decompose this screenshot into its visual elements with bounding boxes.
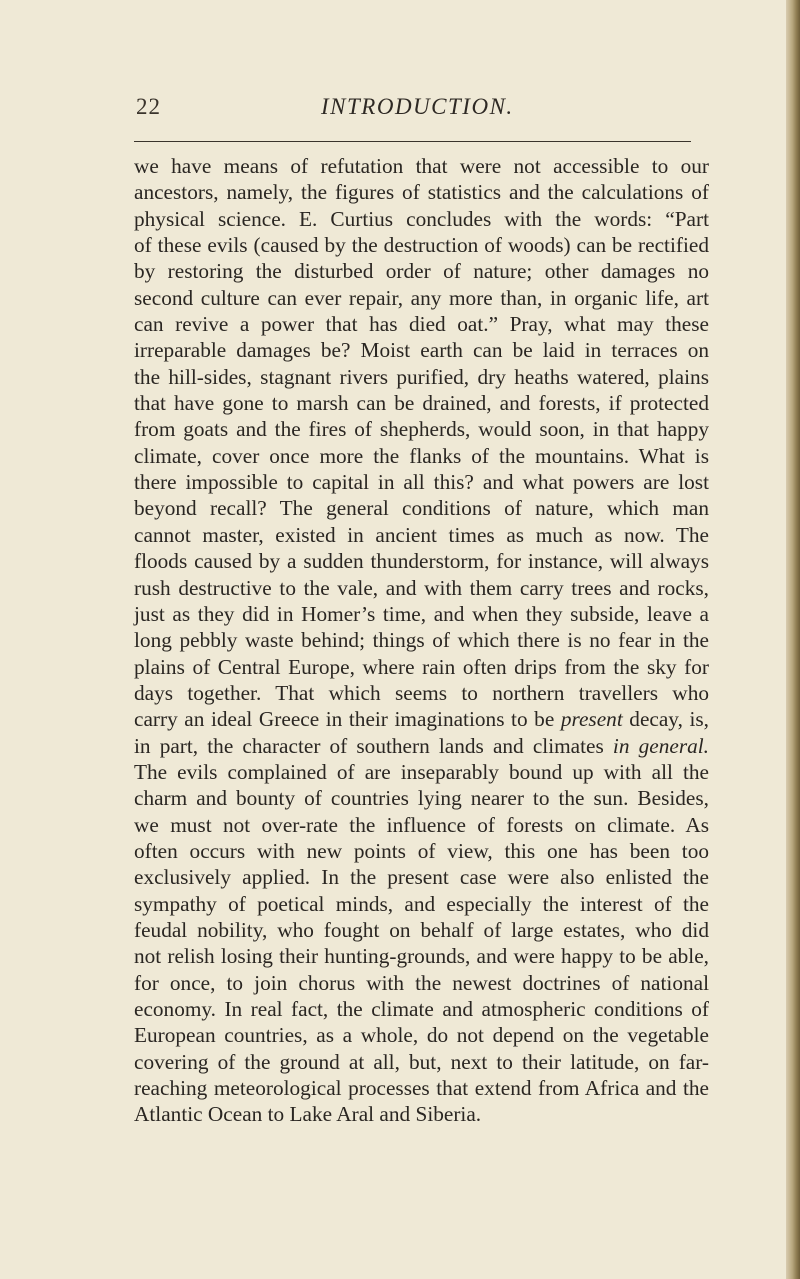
text-line: sympathy of poetical minds, and especially the interest of the — [134, 891, 709, 916]
text-line: physical science. E. Curtius concludes with the words: “Part — [134, 206, 709, 231]
text-line: by restoring the disturbed order of nature; other damages no — [134, 259, 709, 284]
text-line: exclusively applied. In the present case were also enlisted the — [134, 865, 709, 890]
text-line: the hill-sides, stagnant rivers purified, dry heaths watered, plains — [134, 364, 709, 389]
header-rule — [134, 141, 691, 142]
text-line: long pebbly waste behind; things of which there is no fear in the — [134, 628, 709, 653]
text-line: from goats and the fires of shepherds, would soon, in that happy — [134, 417, 709, 442]
page-edge-shadow — [786, 0, 800, 1279]
text-line: beyond recall? The general conditions of nature, which man — [134, 496, 709, 521]
text-line: The evils complained of are inseparably bound up with all the — [134, 759, 709, 784]
text-line: rush destructive to the vale, and with them carry trees and rocks, — [134, 575, 709, 600]
text-line: covering of the ground at all, but, next to their latitude, on far- — [134, 1049, 709, 1074]
text-line-with-italic — [134, 706, 709, 732]
line-text: carry an ideal Greece in their imaginations to be — [134, 707, 561, 732]
page-header — [0, 94, 800, 128]
italic-word: present — [560, 707, 623, 732]
text-line: climate, cover once more the flanks of the mountains. What is — [134, 443, 709, 468]
text-line: just as they did in Homer’s time, and when they subside, leave a — [134, 601, 709, 626]
text-line: days together. That which seems to northern travellers who — [134, 680, 709, 705]
text-line-last: Atlantic Ocean to Lake Aral and Siberia. — [134, 1102, 482, 1127]
text-line: European countries, as a whole, do not depend on the vegetable — [134, 1023, 709, 1048]
text-line: economy. In real fact, the climate and atmospheric conditions of — [134, 997, 709, 1021]
text-line: of these evils (caused by the destruction of woods) can be rectified — [134, 233, 709, 258]
text-line: feudal nobility, who fought on behalf of large estates, who did — [134, 917, 709, 942]
page-number: 22 — [136, 94, 161, 119]
text-line: ancestors, namely, the figures of statistics and the calculations of — [134, 180, 709, 205]
body-text — [134, 153, 709, 1128]
text-line: we must not over-rate the influence of forests on climate. As — [134, 812, 709, 837]
text-line: not relish losing their hunting-grounds, and were happy to be able, — [134, 944, 709, 969]
text-line: irreparable damages be? Moist earth can be laid in terraces on — [134, 338, 709, 363]
text-line: there impossible to capital in all this? and what powers are lost — [134, 470, 709, 495]
text-line: that have gone to marsh can be drained, and forests, if protected — [134, 391, 709, 416]
text-line: charm and bounty of countries lying nearer to the sun. Besides, — [134, 786, 709, 811]
text-line: second culture can ever repair, any more than, in organic life, art — [134, 285, 709, 310]
line-text: decay, is, — [622, 707, 709, 732]
line-text: in part, the character of southern lands and climates — [134, 733, 613, 758]
italic-phrase: in general. — [612, 733, 709, 758]
text-line: for once, to join chorus with the newest doctrines of national — [134, 970, 709, 995]
text-line: plains of Central Europe, where rain often drips from the sky for — [134, 654, 709, 679]
text-line: can revive a power that has died oat.” Pray, what may these — [134, 312, 709, 337]
text-line: floods caused by a sudden thunderstorm, for instance, will always — [134, 549, 709, 574]
text-line: reaching meteorological processes that extend from Africa and the — [134, 1076, 709, 1101]
text-line: we have means of refutation that were not accessible to our — [134, 154, 709, 178]
text-line: often occurs with new points of view, this one has been too — [134, 838, 709, 863]
text-line: cannot master, existed in ancient times as much as now. The — [134, 522, 709, 547]
text-line-with-italic — [134, 733, 709, 759]
running-head: INTRODUCTION. — [321, 94, 514, 119]
